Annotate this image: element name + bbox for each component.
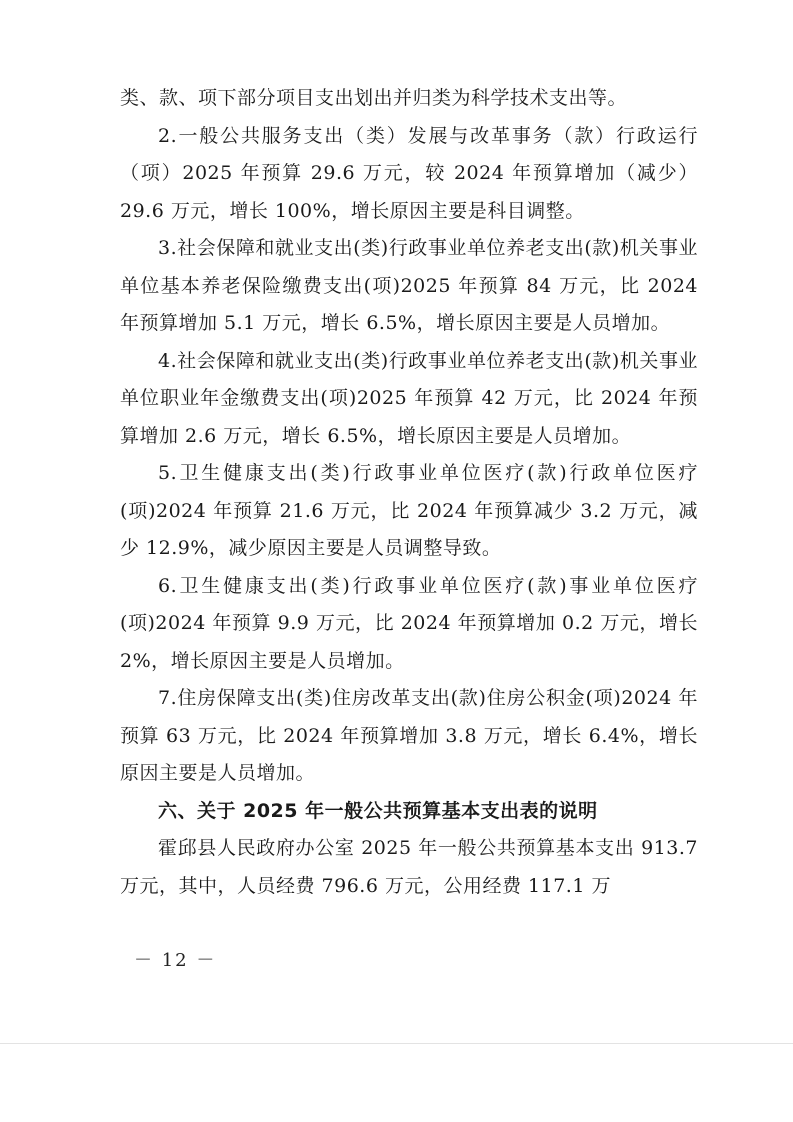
- document-body: [120, 80, 698, 905]
- paragraph-item-4: 4.社会保障和就业支出(类)行政事业单位养老支出(款)机关事业单位职业年金缴费支出(项)2025 年预算 42 万元，比 2024 年预算增加 2.6 万元，增长 6.5%，增长原因主要是人员增加。: [120, 349, 698, 447]
- paragraph-item-5: 5.卫生健康支出(类)行政事业单位医疗(款)行政单位医疗(项)2024 年预算 21.6 万元，比 2024 年预算减少 3.2 万元，减少 12.9%，减少原因主要是人员调整导致。: [120, 462, 698, 559]
- page-number: － 12 －: [134, 950, 217, 971]
- paragraph-item-7: 7.住房保障支出(类)住房改革支出(款)住房公积金(项)2024 年预算 63 万元，比 2024 年预算增加 3.8 万元，增长 6.4%，增长原因主要是人员增加。: [120, 687, 698, 784]
- page-divider: [0, 1043, 793, 1044]
- section-heading: 六、关于 2025 年一般公共预算基本支出表的说明: [158, 799, 598, 822]
- paragraph-item-3: 3.社会保障和就业支出(类)行政事业单位养老支出(款)机关事业单位基本养老保险缴费支出(项)2025 年预算 84 万元，比 2024 年预算增加 5.1 万元，增长 6.5%，增长原因主要是人员增加。: [120, 237, 698, 334]
- paragraph-continuation: 类、款、项下部分项目支出划出并归类为科学技术支出等。: [120, 87, 628, 109]
- section-paragraph: 霍邱县人民政府办公室 2025 年一般公共预算基本支出 913.7 万元，其中，人员经费 796.6 万元，公用经费 117.1 万: [120, 837, 698, 897]
- paragraph-item-2: 2.一般公共服务支出（类）发展与改革事务（款）行政运行（项）2025 年预算 29.6 万元，较 2024 年预算增加（减少）29.6 万元，增长 100%，增长原因主要是科目调整。: [120, 124, 698, 222]
- paragraph-item-6: 6.卫生健康支出(类)行政事业单位医疗(款)事业单位医疗(项)2024 年预算 9.9 万元，比 2024 年预算增加 0.2 万元，增长 2%，增长原因主要是人员增加。: [120, 574, 698, 672]
